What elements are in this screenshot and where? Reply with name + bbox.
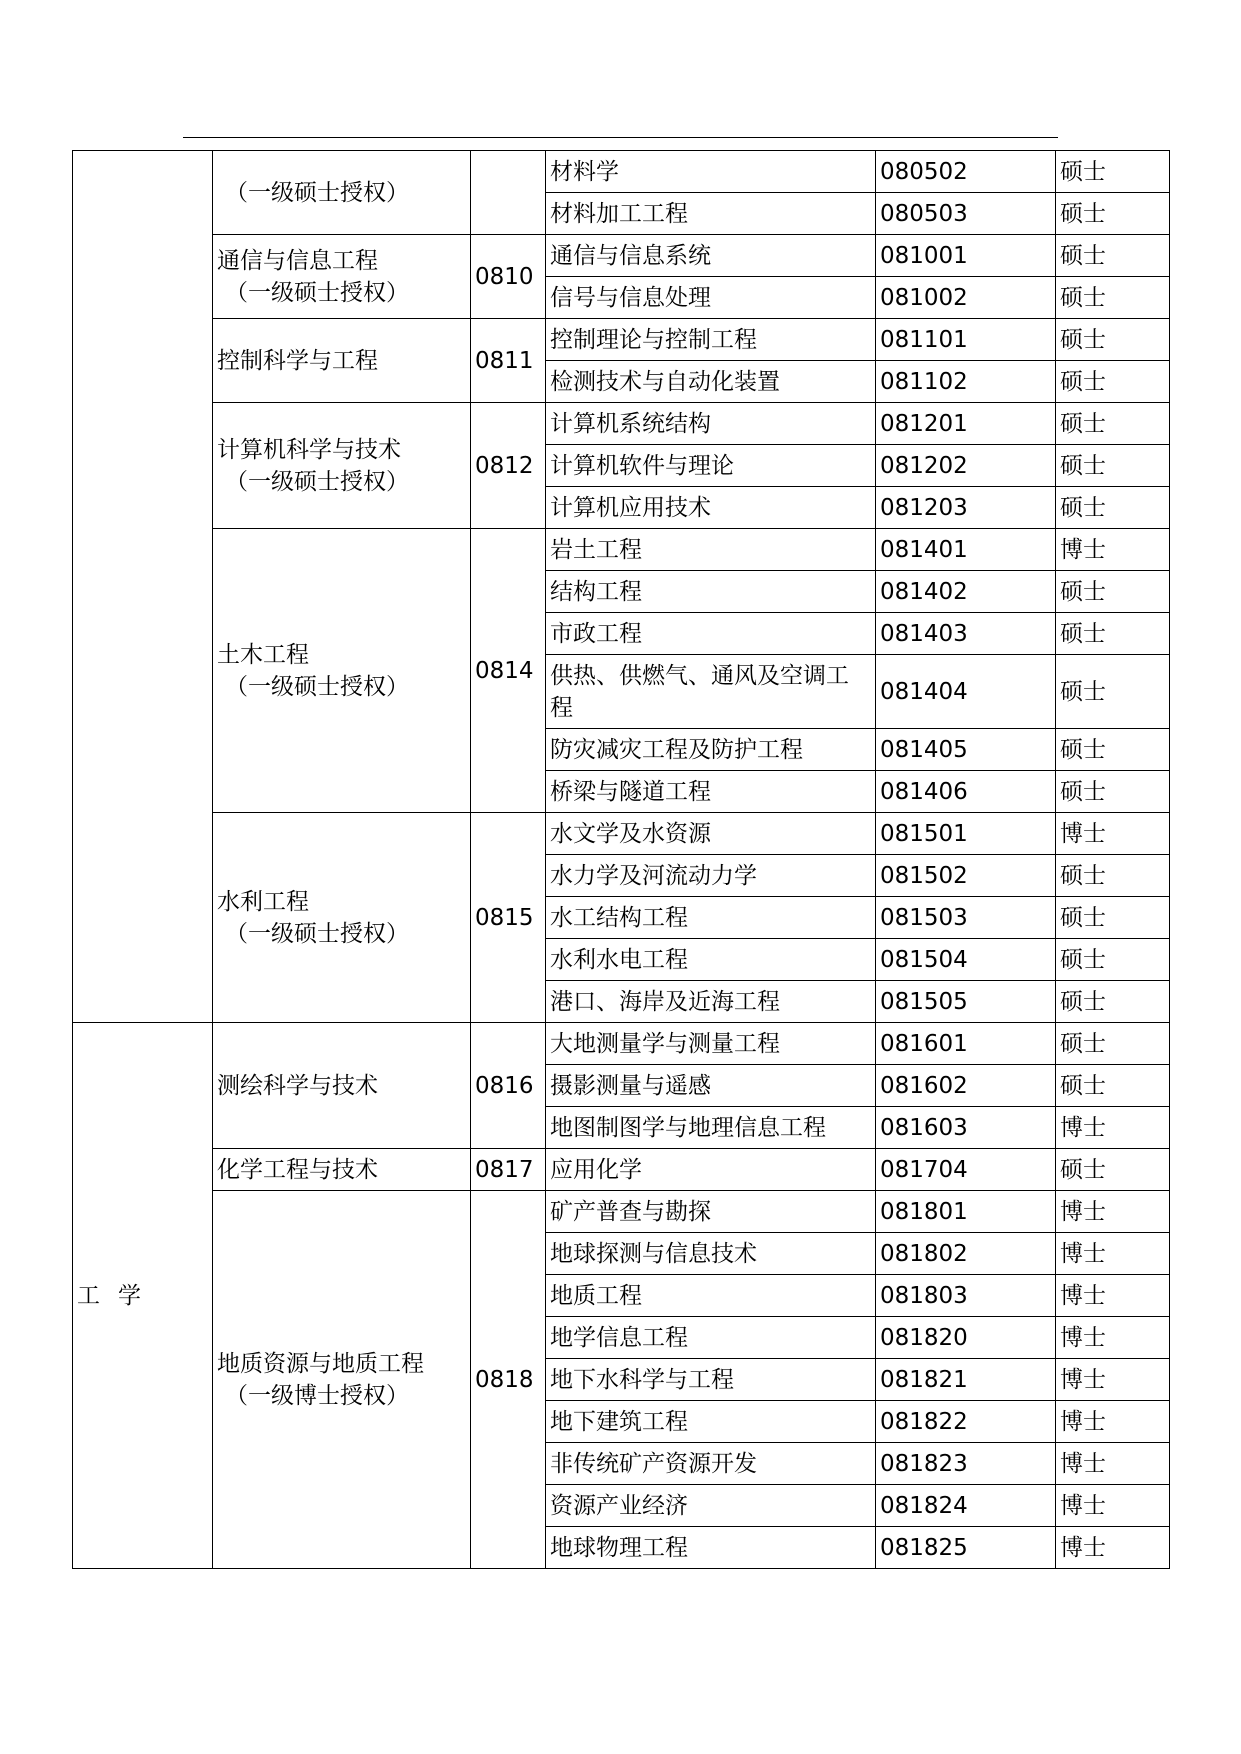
major-name: 通信与信息工程: [217, 247, 378, 274]
header-rule: [183, 137, 1058, 138]
degree-level: 硕士: [1056, 939, 1170, 981]
discipline-name: 地球探测与信息技术: [546, 1233, 876, 1275]
degree-level: 博士: [1056, 1275, 1170, 1317]
major-name: 测绘科学与技术: [217, 1072, 378, 1099]
discipline-code: 081601: [876, 1023, 1056, 1065]
discipline-code: 081402: [876, 571, 1056, 613]
major-code-cell: [471, 151, 546, 235]
discipline-name: 水利水电工程: [546, 939, 876, 981]
major-name-cell: [213, 151, 471, 235]
discipline-code: 081823: [876, 1443, 1056, 1485]
degree-level: 硕士: [1056, 1023, 1170, 1065]
degree-level: 博士: [1056, 1527, 1170, 1569]
degree-level: 博士: [1056, 1401, 1170, 1443]
discipline-name: 地学信息工程: [546, 1317, 876, 1359]
major-name-cell: [213, 1191, 471, 1569]
discipline-name: 非传统矿产资源开发: [546, 1443, 876, 1485]
discipline-name: 大地测量学与测量工程: [546, 1023, 876, 1065]
discipline-name: 地质工程: [546, 1275, 876, 1317]
discipline-name: 信号与信息处理: [546, 277, 876, 319]
discipline-name: 矿产普查与勘探: [546, 1191, 876, 1233]
degree-level: 硕士: [1056, 1149, 1170, 1191]
discipline-code: 081801: [876, 1191, 1056, 1233]
discipline-code: 081203: [876, 487, 1056, 529]
discipline-code: 081802: [876, 1233, 1056, 1275]
discipline-code: 081824: [876, 1485, 1056, 1527]
discipline-name: 地球物理工程: [546, 1527, 876, 1569]
discipline-name: 应用化学: [546, 1149, 876, 1191]
major-name-cell: [213, 319, 471, 403]
degree-level: 硕士: [1056, 319, 1170, 361]
major-auth-note: （一级硕士授权）: [225, 468, 409, 495]
degree-level: 硕士: [1056, 613, 1170, 655]
degree-level: 硕士: [1056, 571, 1170, 613]
discipline-code: 081404: [876, 655, 1056, 729]
discipline-name: 计算机应用技术: [546, 487, 876, 529]
discipline-code: 081403: [876, 613, 1056, 655]
major-auth-note: （一级硕士授权）: [225, 920, 409, 947]
degree-level: 博士: [1056, 1317, 1170, 1359]
discipline-name: 地图制图学与地理信息工程: [546, 1107, 876, 1149]
degree-level: 硕士: [1056, 897, 1170, 939]
discipline-name: 地下水科学与工程: [546, 1359, 876, 1401]
discipline-name: 控制理论与控制工程: [546, 319, 876, 361]
major-code: 0815: [471, 813, 546, 1023]
discipline-code: 081502: [876, 855, 1056, 897]
degree-level: 硕士: [1056, 445, 1170, 487]
degree-level: 硕士: [1056, 403, 1170, 445]
major-name: 计算机科学与技术: [217, 436, 401, 463]
discipline-code: 081603: [876, 1107, 1056, 1149]
major-name-cell: [213, 529, 471, 813]
discipline-name: 地下建筑工程: [546, 1401, 876, 1443]
discipline-name: 计算机系统结构: [546, 403, 876, 445]
degree-level: 博士: [1056, 1485, 1170, 1527]
discipline-code: 081803: [876, 1275, 1056, 1317]
discipline-code: 080502: [876, 151, 1056, 193]
discipline-code: 081602: [876, 1065, 1056, 1107]
discipline-name: 计算机软件与理论: [546, 445, 876, 487]
discipline-code: 081704: [876, 1149, 1056, 1191]
discipline-name: 材料学: [546, 151, 876, 193]
discipline-name: 检测技术与自动化装置: [546, 361, 876, 403]
degree-level: 博士: [1056, 529, 1170, 571]
degree-level: 硕士: [1056, 361, 1170, 403]
degree-level: 硕士: [1056, 235, 1170, 277]
discipline-code: 081501: [876, 813, 1056, 855]
discipline-code: 081405: [876, 729, 1056, 771]
discipline-name: 港口、海岸及近海工程: [546, 981, 876, 1023]
discipline-code: 081821: [876, 1359, 1056, 1401]
major-name: 控制科学与工程: [217, 347, 378, 374]
major-code: 0816: [471, 1023, 546, 1149]
degree-level: 硕士: [1056, 729, 1170, 771]
discipline-code: 081001: [876, 235, 1056, 277]
discipline-code: 081401: [876, 529, 1056, 571]
discipline-code: 081102: [876, 361, 1056, 403]
discipline-name: 水文学及水资源: [546, 813, 876, 855]
discipline-name: 摄影测量与遥感: [546, 1065, 876, 1107]
degree-level: 硕士: [1056, 193, 1170, 235]
discipline-code: 081101: [876, 319, 1056, 361]
major-name-cell: [213, 1149, 471, 1191]
discipline-code: 081503: [876, 897, 1056, 939]
discipline-name: 材料加工工程: [546, 193, 876, 235]
category-label: 工 学: [77, 1282, 141, 1309]
major-name-cell: [213, 1023, 471, 1149]
discipline-code: 081202: [876, 445, 1056, 487]
discipline-code: 081822: [876, 1401, 1056, 1443]
degree-level: 硕士: [1056, 855, 1170, 897]
discipline-code: 081201: [876, 403, 1056, 445]
category-cell: [73, 1023, 213, 1569]
major-name-cell: [213, 235, 471, 319]
degree-level: 博士: [1056, 1107, 1170, 1149]
discipline-name: 岩土工程: [546, 529, 876, 571]
discipline-code: 081504: [876, 939, 1056, 981]
discipline-code: 081002: [876, 277, 1056, 319]
category-cell-continued: [73, 151, 213, 1023]
major-code: 0817: [471, 1149, 546, 1191]
discipline-code: 081825: [876, 1527, 1056, 1569]
discipline-name: 水工结构工程: [546, 897, 876, 939]
major-name: 水利工程: [217, 888, 309, 915]
discipline-name: 水力学及河流动力学: [546, 855, 876, 897]
degree-level: 硕士: [1056, 981, 1170, 1023]
major-name: 土木工程: [217, 641, 309, 668]
major-auth-note: （一级硕士授权）: [225, 279, 409, 306]
discipline-name: 市政工程: [546, 613, 876, 655]
degree-level: 博士: [1056, 1359, 1170, 1401]
major-name-cell: [213, 813, 471, 1023]
major-code: 0814: [471, 529, 546, 813]
major-auth-note: （一级博士授权）: [225, 1382, 409, 1409]
major-auth-note: （一级硕士授权）: [225, 179, 409, 206]
discipline-code: 080503: [876, 193, 1056, 235]
degree-level: 博士: [1056, 1191, 1170, 1233]
degree-level: 硕士: [1056, 1065, 1170, 1107]
major-code: 0818: [471, 1191, 546, 1569]
discipline-name: 供热、供燃气、通风及空调工程: [546, 655, 876, 729]
degree-level: 博士: [1056, 813, 1170, 855]
degree-level: 硕士: [1056, 655, 1170, 729]
major-code: 0811: [471, 319, 546, 403]
degree-level: 博士: [1056, 1443, 1170, 1485]
degree-level: 博士: [1056, 1233, 1170, 1275]
major-name: 化学工程与技术: [217, 1156, 378, 1183]
discipline-name: 防灾减灾工程及防护工程: [546, 729, 876, 771]
major-name: 地质资源与地质工程: [217, 1350, 424, 1377]
discipline-name: 结构工程: [546, 571, 876, 613]
discipline-name: 资源产业经济: [546, 1485, 876, 1527]
degree-level: 硕士: [1056, 487, 1170, 529]
degree-level: 硕士: [1056, 277, 1170, 319]
major-name-cell: [213, 403, 471, 529]
degree-level: 硕士: [1056, 771, 1170, 813]
discipline-name: 通信与信息系统: [546, 235, 876, 277]
discipline-code: 081406: [876, 771, 1056, 813]
discipline-name: 桥梁与隧道工程: [546, 771, 876, 813]
degree-level: 硕士: [1056, 151, 1170, 193]
discipline-table: [72, 150, 1170, 1569]
major-auth-note: （一级硕士授权）: [225, 673, 409, 700]
major-code: 0810: [471, 235, 546, 319]
discipline-code: 081505: [876, 981, 1056, 1023]
major-code: 0812: [471, 403, 546, 529]
discipline-code: 081820: [876, 1317, 1056, 1359]
